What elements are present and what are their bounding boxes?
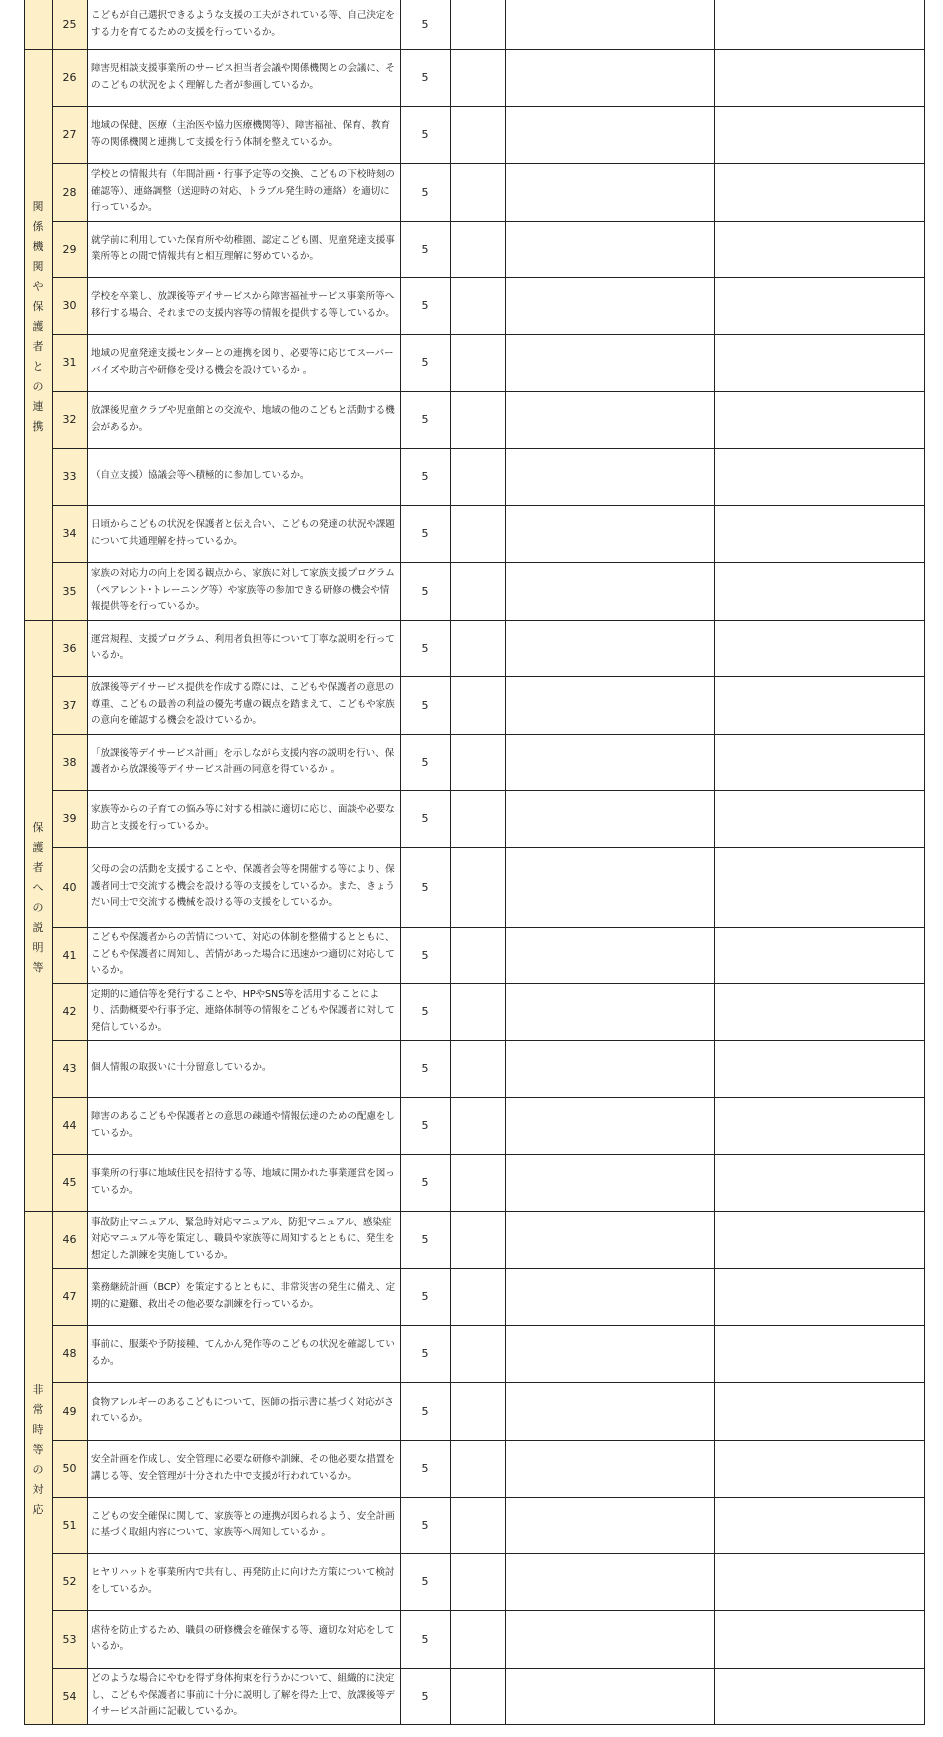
empty-cell-b [505,1497,714,1553]
score-value: 5 [421,1233,429,1246]
empty-cell-a [450,676,505,734]
item-number: 25 [52,0,87,49]
score-value: 5 [421,698,429,712]
empty-cell-c [714,847,924,927]
score-value: 5 [421,1518,429,1532]
empty-cell-a [450,847,505,927]
empty-cell-a [450,1440,505,1497]
score-value: 5 [421,1119,429,1132]
score-value: 5 [421,413,429,426]
question-text: 地域の保健、医療（主治医や協力医療機関等）、障害福祉、保育、教育等の関係機関と連携して支援を行う体制を整えているか。 [91,120,390,148]
category-label-char: 等 [32,1442,44,1456]
grid-line-horizontal [52,1097,925,1098]
empty-cell-a [450,562,505,620]
score-value: 5 [421,18,429,31]
empty-cell-a [450,734,505,790]
item-number: 29 [52,221,87,277]
question-text: 日頃からこどもの状況を保護者と伝え合い、こどもの発達の状況や課題について共通理解を持っているか。 [91,519,395,547]
empty-cell-b [505,676,714,734]
empty-cell-b [505,49,714,106]
question-text: こどもや保護者からの苦情について、対応の体制を整備するとともに、こどもや保護者に周知し、苦情があった場合に迅速かつ適切に対応しているか。 [91,932,395,977]
empty-cell-a [450,49,505,106]
empty-cell-b [505,163,714,221]
empty-cell-a [450,1268,505,1325]
empty-cell-c [714,221,924,277]
item-number: 34 [52,505,87,562]
empty-cell-a [450,1668,505,1724]
grid-line-horizontal [52,277,925,278]
score-value: 5 [421,1575,429,1588]
grid-line-horizontal [52,505,925,506]
score-value: 5 [421,1689,429,1703]
grid-line-horizontal [24,1211,925,1212]
item-number: 53 [52,1610,87,1668]
item-number: 39 [52,790,87,847]
score-value: 5 [421,470,429,483]
empty-cell-b [505,983,714,1040]
item-number: 49 [52,1382,87,1440]
item-number: 46 [52,1211,87,1268]
empty-cell-a [450,1211,505,1268]
grid-line-horizontal [52,562,925,563]
score-value: 5 [421,1632,429,1646]
item-number: 41 [52,927,87,983]
score-value: 5 [421,1062,429,1075]
grid-line-horizontal [52,790,925,791]
empty-cell-a [450,277,505,334]
empty-cell-b [505,1268,714,1325]
empty-cell-a [450,1097,505,1154]
grid-line-horizontal [52,448,925,449]
item-number: 32 [52,391,87,448]
question-text: こどもが自己選択できるような支援の工夫がされている等、自己決定をする力を育てるための支援を行っているか。 [91,10,395,38]
empty-cell-b [505,1040,714,1097]
empty-cell-a [450,505,505,562]
score-value: 5 [421,1005,429,1018]
empty-cell-b [505,1668,714,1724]
item-number: 37 [52,676,87,734]
score-value: 5 [421,1462,429,1475]
empty-cell-a [450,391,505,448]
category-label-char: 者 [32,860,44,874]
grid-line-vertical [52,0,53,1725]
empty-cell-b [505,847,714,927]
category-label-char: 関 [32,259,44,273]
empty-cell-a [450,1382,505,1440]
grid-line-horizontal [52,163,925,164]
empty-cell-c [714,391,924,448]
empty-cell-c [714,734,924,790]
question-text: 虐待を防止するため、職員の研修機会を確保する等、適切な対応をしているか。 [91,1624,395,1652]
empty-cell-c [714,277,924,334]
category-label-char: 保 [32,299,44,313]
empty-cell-c [714,1610,924,1668]
item-number: 31 [52,334,87,391]
item-number: 50 [52,1440,87,1497]
question-text: こどもの安全確保に関して、家族等との連携が図られるよう、安全計画に基づく取組内容について、家族等へ周知しているか 。 [91,1510,395,1538]
empty-cell-b [505,0,714,49]
score-value: 5 [421,128,429,141]
score-value: 5 [421,71,429,84]
question-text: 父母の会の活動を支援することや、保護者会等を開催する等により、保護者同士で交流する機会を設ける等の支援をしているか。また、きょうだい同士で交流する機械を設ける等の支援をしているか。 [91,864,395,909]
empty-cell-b [505,927,714,983]
category-label-char: の [32,1462,44,1476]
empty-cell-b [505,106,714,163]
question-text: 事前に、服薬や予防接種、てんかん発作等のこどもの状況を確認しているか。 [91,1339,395,1367]
question-text: 業務継続計画（BCP）を策定するとともに、非常災害の発生に備え、定期的に避難、救出その他必要な訓練を行っているか。 [91,1282,395,1310]
category-label-char: 者 [32,339,44,353]
empty-cell-a [450,1553,505,1610]
grid-line-horizontal [52,1497,925,1498]
empty-cell-b [505,562,714,620]
empty-cell-a [450,927,505,983]
empty-cell-c [714,1553,924,1610]
category-label-char: 説 [32,920,44,934]
empty-cell-b [505,1553,714,1610]
item-number: 52 [52,1553,87,1610]
question-text: 定期的に通信等を発行することや、HPやSNS等を活用することにより、活動概要や行事予定、連絡体制等の情報をこどもや保護者に対して発信しているか。 [91,988,395,1033]
item-number: 27 [52,106,87,163]
empty-cell-a [450,1154,505,1211]
empty-cell-a [450,334,505,391]
item-number: 44 [52,1097,87,1154]
empty-cell-c [714,1097,924,1154]
grid-line-horizontal [52,734,925,735]
grid-line-horizontal [52,927,925,928]
empty-cell-c [714,1040,924,1097]
category-label-char: 応 [32,1502,44,1516]
grid-line-horizontal [52,676,925,677]
question-text: 学校との情報共有（年間計画・行事予定等の交換、こどもの下校時刻の確認等）、連絡調整（送迎時の対応、トラブル発生時の連絡）を適切に行っているか。 [91,169,395,214]
category-label-char: 保 [32,820,44,834]
item-number: 30 [52,277,87,334]
category-label-char: 護 [32,840,44,854]
category-label-char: 連 [32,399,44,413]
empty-cell-c [714,1440,924,1497]
question-text: ヒヤリハットを事業所内で共有し、再発防止に向けた方策について検討をしているか。 [91,1567,395,1595]
grid-line-vertical [924,0,925,1725]
empty-cell-c [714,562,924,620]
item-number: 54 [52,1668,87,1724]
item-number: 47 [52,1268,87,1325]
category-label-char: 機 [32,239,44,253]
category-label-char: 時 [32,1422,44,1436]
grid-line-horizontal [52,1668,925,1669]
score-value: 5 [421,527,429,540]
empty-cell-c [714,1382,924,1440]
empty-cell-c [714,49,924,106]
empty-cell-c [714,1211,924,1268]
empty-cell-a [450,0,505,49]
empty-cell-a [450,163,505,221]
grid-line-horizontal [52,847,925,848]
grid-line-horizontal [52,221,925,222]
category-label-char: の [32,900,44,914]
grid-line-vertical [400,0,401,1725]
empty-cell-b [505,505,714,562]
question-text: 就学前に利用していた保育所や幼稚園、認定こども園、児童発達支援事業所等との間で情報共有と相互理解に努めているか。 [91,234,395,262]
category-label-char: 非 [32,1382,44,1396]
question-text: 安全計画を作成し、安全管理に必要な研修や訓練、その他必要な措置を講じる等、安全管理が十分された中で支援が行われているか。 [91,1454,395,1482]
item-number: 42 [52,983,87,1040]
question-text: 地域の児童発達支援センターとの連携を図り、必要等に応じてスーパーバイズや助言や研修を受ける機会を設けているか 。 [91,348,394,376]
empty-cell-c [714,927,924,983]
grid-line-horizontal [52,1382,925,1383]
empty-cell-a [450,1325,505,1382]
empty-cell-b [505,1211,714,1268]
question-text: 放課後児童クラブや児童館との交流や、地域の他のこどもと活動する機会があるか。 [91,405,395,433]
score-value: 5 [421,880,429,894]
empty-cell-c [714,334,924,391]
item-number: 40 [52,847,87,927]
empty-cell-b [505,1154,714,1211]
evaluation-table [24,0,924,1725]
item-number: 35 [52,562,87,620]
grid-line-vertical [87,0,88,1725]
empty-cell-a [450,1610,505,1668]
empty-cell-a [450,1040,505,1097]
question-text: 個人情報の取扱いに十分留意しているか。 [91,1062,272,1074]
empty-cell-c [714,505,924,562]
grid-line-horizontal [52,1610,925,1611]
question-text: 運営規程、支援プログラム、利用者負担等について丁寧な説明を行っているか。 [91,633,395,661]
question-text: 家族の対応力の向上を図る観点から、家族に対して家族支援プログラム（ペアレント･トレーニング等）や家族等の参加できる研修の機会や情報提供等を行っているか。 [91,568,395,613]
empty-cell-c [714,1497,924,1553]
grid-line-horizontal [24,620,925,621]
score-value: 5 [421,641,429,655]
grid-line-horizontal [52,1268,925,1269]
score-value: 5 [421,1176,429,1189]
question-text: 障害のあるこどもや保護者との意思の疎通や情報伝達のための配慮をしているか。 [91,1111,395,1139]
empty-cell-a [450,620,505,676]
question-text: 事業所の行事に地域住民を招待する等、地域に開かれた事業運営を図っているか。 [91,1168,395,1196]
grid-line-horizontal [52,1325,925,1326]
category-label-char: や [32,279,44,293]
empty-cell-b [505,1440,714,1497]
score-value: 5 [421,812,429,825]
item-number: 36 [52,620,87,676]
grid-line-horizontal [52,106,925,107]
question-text: 学校を卒業し、放課後等デイサービスから障害福祉サービス事業所等へ移行する場合、それまでの支援内容等の情報を提供する等しているか。 [91,291,395,319]
grid-line-horizontal [52,1154,925,1155]
empty-cell-c [714,983,924,1040]
question-text: どのような場合にやむを得ず身体拘束を行うかについて、組織的に決定し、こどもや保護者に事前に十分に説明し了解を得た上で、放課後等デイサービス計画に記載しているか。 [91,1673,395,1718]
score-value: 5 [421,755,429,769]
score-value: 5 [421,1290,429,1303]
empty-cell-b [505,790,714,847]
empty-cell-c [714,106,924,163]
empty-cell-a [450,221,505,277]
item-number: 33 [52,448,87,505]
category-cell [24,0,52,49]
grid-line-vertical [714,0,715,1725]
empty-cell-b [505,334,714,391]
score-value: 5 [421,948,429,962]
question-text: 事故防止マニュアル、緊急時対応マニュアル、防犯マニュアル、感染症対応マニュアル等を策定し、職員や家族等に周知するとともに、発生を想定した訓練を実施しているか。 [91,1216,395,1261]
empty-cell-b [505,1097,714,1154]
grid-line-horizontal [24,49,925,50]
empty-cell-c [714,676,924,734]
empty-cell-a [450,790,505,847]
empty-cell-c [714,1268,924,1325]
empty-cell-b [505,620,714,676]
empty-cell-c [714,0,924,49]
grid-line-vertical [505,0,506,1725]
score-value: 5 [421,185,429,199]
grid-line-horizontal [52,1040,925,1041]
question-text: 「放課後等デイサービス計画」を示しながら支援内容の説明を行い、保護者から放課後等デイサービス計画の同意を得ているか 。 [91,747,395,775]
grid-line-horizontal [52,983,925,984]
empty-cell-c [714,1154,924,1211]
item-number: 28 [52,163,87,221]
empty-cell-a [450,448,505,505]
empty-cell-b [505,277,714,334]
empty-cell-c [714,1325,924,1382]
grid-line-horizontal [24,1724,925,1725]
empty-cell-c [714,620,924,676]
empty-cell-b [505,1382,714,1440]
category-label-char: の [32,379,44,393]
item-number: 45 [52,1154,87,1211]
category-label-char: と [32,359,44,373]
grid-line-horizontal [52,1440,925,1441]
category-label-char: 対 [32,1482,44,1496]
empty-cell-a [450,983,505,1040]
grid-line-horizontal [52,391,925,392]
empty-cell-b [505,1325,714,1382]
category-label-char: 等 [32,960,44,974]
grid-line-vertical [24,0,25,1725]
category-label-char: へ [32,880,44,894]
grid-line-vertical [450,0,451,1725]
empty-cell-a [450,106,505,163]
empty-cell-b [505,221,714,277]
empty-cell-c [714,790,924,847]
score-value: 5 [421,356,429,369]
grid-line-horizontal [52,1553,925,1554]
category-label-char: 関 [32,199,44,213]
empty-cell-a [450,1497,505,1553]
item-number: 51 [52,1497,87,1553]
score-value: 5 [421,1347,429,1360]
question-text: （自立支援）協議会等へ積極的に参加しているか。 [91,470,310,482]
item-number: 38 [52,734,87,790]
category-label-char: 護 [32,319,44,333]
question-text: 放課後等デイサービス提供を作成する際には、こどもや保護者の意思の尊重、こどもの最善の利益の優先考慮の観点を踏まえて、こどもや家族の意向を確認する機会を設けているか。 [91,682,395,727]
question-text: 障害児相談支援事業所のサービス担当者会議や関係機関との会議に、そのこどもの状況をよく理解した者が参画しているか。 [91,63,395,91]
empty-cell-c [714,163,924,221]
category-label-char: 常 [32,1402,44,1416]
score-value: 5 [421,299,429,312]
item-number: 26 [52,49,87,106]
score-value: 5 [421,242,429,256]
empty-cell-c [714,1668,924,1724]
category-label-char: 係 [32,219,44,233]
empty-cell-b [505,391,714,448]
score-value: 5 [421,1404,429,1418]
question-text: 食物アレルギーのあるこどもについて、医師の指示書に基づく対応がされているか。 [91,1396,394,1424]
category-label-char: 携 [32,419,44,433]
empty-cell-c [714,448,924,505]
item-number: 43 [52,1040,87,1097]
item-number: 48 [52,1325,87,1382]
category-label-char: 明 [32,940,44,954]
empty-cell-b [505,448,714,505]
grid-line-horizontal [52,334,925,335]
empty-cell-b [505,1610,714,1668]
question-text: 家族等からの子育ての悩み等に対する相談に適切に応じ、面談や必要な助言と支援を行っているか。 [91,804,395,832]
empty-cell-b [505,734,714,790]
score-value: 5 [421,584,429,598]
